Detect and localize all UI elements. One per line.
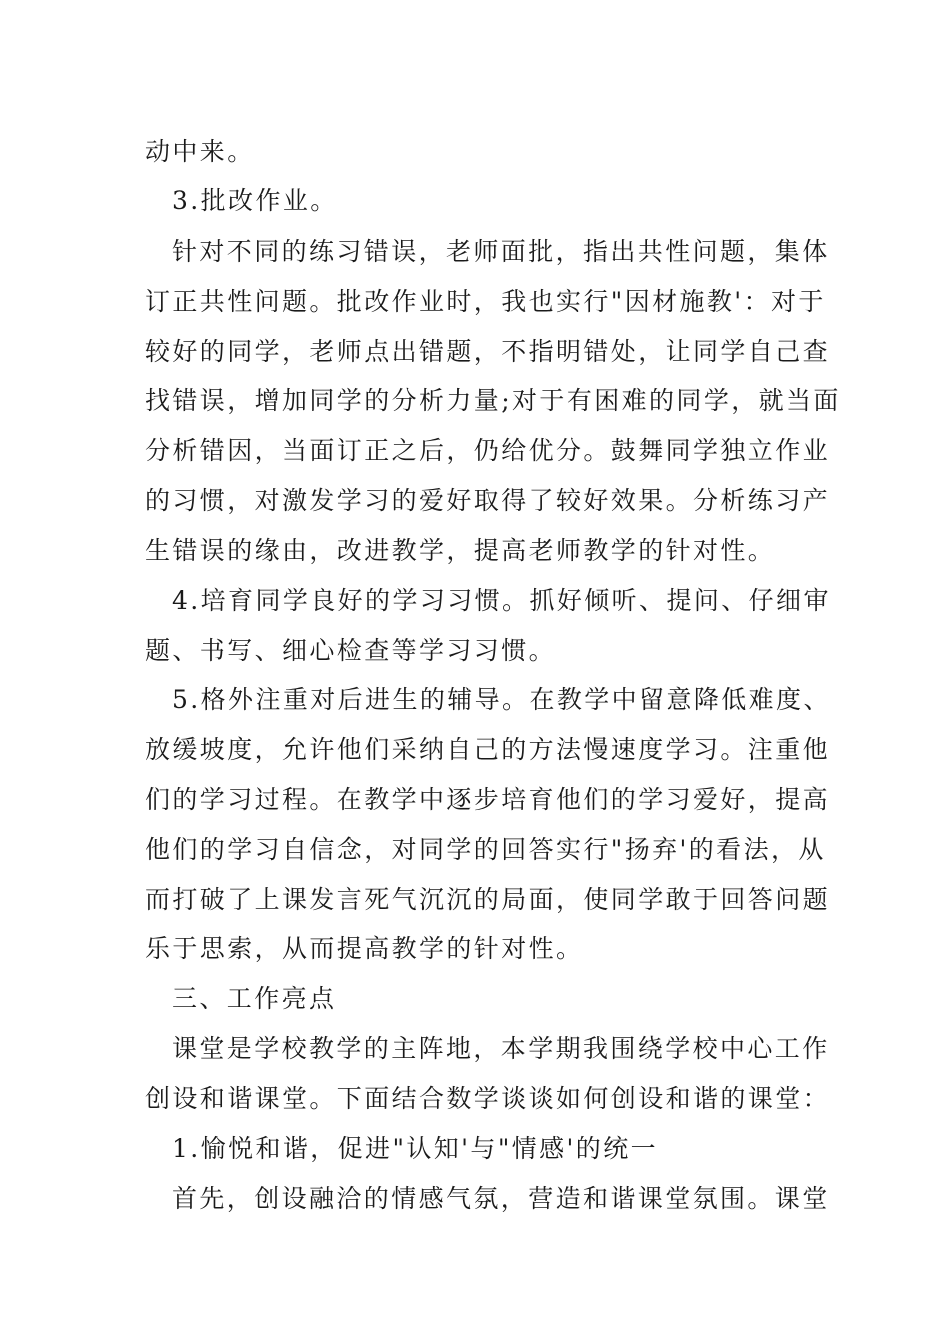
list-item-heading: 3.批改作业。 [172, 186, 338, 215]
text-line: 动中来。 [145, 137, 255, 166]
paragraph-start: 首先，创设融洽的情感气氛，营造和谐课堂氛围。课堂 [172, 1184, 830, 1213]
text-line: 们的学习过程。在教学中逐步培育他们的学习爱好，提高 [145, 785, 831, 814]
text-line: 的习惯，对激发学习的爱好取得了较好效果。分析练习产 [145, 486, 831, 515]
section-heading: 三、工作亮点 [172, 984, 337, 1013]
paragraph-start: 课堂是学校教学的主阵地，本学期我围绕学校中心工作 [172, 1034, 830, 1063]
text-line: 乐于思索，从而提高教学的针对性。 [145, 934, 584, 963]
list-item-heading: 1.愉悦和谐，促进"认知'与"情感'的统一 [172, 1134, 658, 1163]
text-line: 生错误的缘由，改进教学，提高老师教学的针对性。 [145, 536, 776, 565]
text-line: 订正共性问题。批改作业时，我也实行"因材施教'：对于 [145, 287, 826, 316]
text-line: 他们的学习自信念，对同学的回答实行"扬弃'的看法，从 [145, 835, 826, 864]
list-item-heading: 5.格外注重对后进生的辅导。在教学中留意降低难度、 [172, 685, 831, 714]
text-line: 较好的同学，老师点出错题，不指明错处，让同学自己查 [145, 337, 831, 366]
text-line: 放缓坡度，允许他们采纳自己的方法慢速度学习。注重他 [145, 735, 831, 764]
text-line: 创设和谐课堂。下面结合数学谈谈如何创设和谐的课堂： [145, 1084, 831, 1113]
text-line: 而打破了上课发言死气沉沉的局面，使同学敢于回答问题 [145, 885, 831, 914]
text-line: 找错误，增加同学的分析力量;对于有困难的同学，就当面 [145, 386, 841, 415]
paragraph-start: 针对不同的练习错误，老师面批，指出共性问题，集体 [172, 237, 830, 266]
text-line: 题、书写、细心检查等学习习惯。 [145, 636, 557, 665]
list-item-heading: 4.培育同学良好的学习习惯。抓好倾听、提问、仔细审 [172, 586, 831, 615]
text-line: 分析错因，当面订正之后，仍给优分。鼓舞同学独立作业 [145, 436, 831, 465]
